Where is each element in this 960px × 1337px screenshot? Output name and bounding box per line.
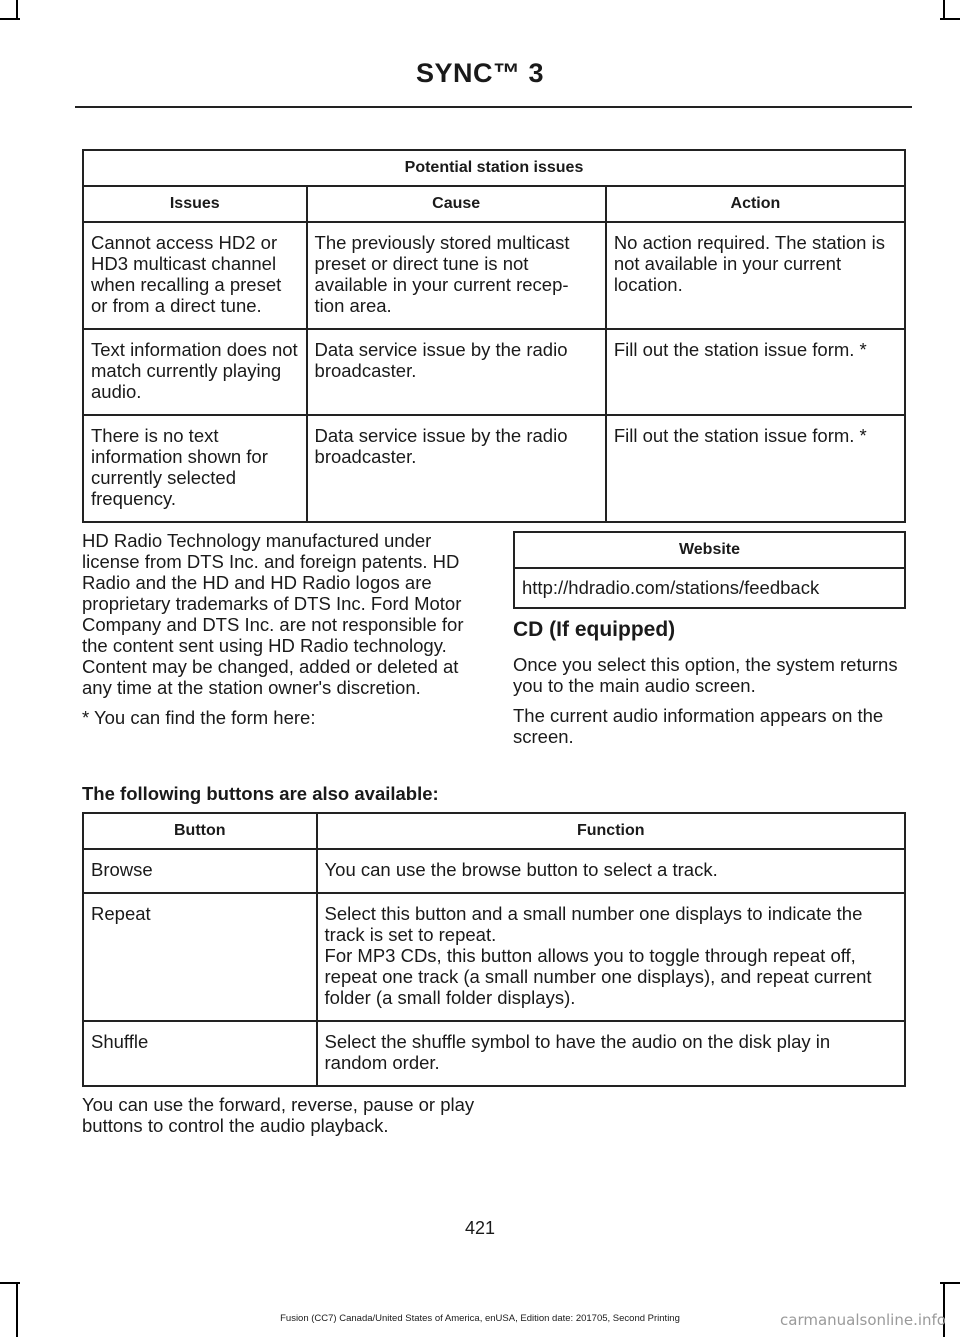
cause-cell: Data service issue by the radio broadcaster. xyxy=(307,415,606,522)
left-column xyxy=(82,530,478,737)
function-cell: Select the shuffle symbol to have the audio on the disk play in random order. xyxy=(317,1021,905,1086)
button-cell: Browse xyxy=(83,849,317,893)
cause-cell: The previously stored multicast preset or direct tune is not available in your current recep-tion area. xyxy=(307,222,606,329)
website-table xyxy=(513,531,906,609)
crop-mark xyxy=(0,1282,20,1284)
action-cell: Fill out the station issue form. * xyxy=(606,415,905,522)
cd-paragraph: The current audio information appears on the screen. xyxy=(513,705,884,747)
page-header-title: SYNC™ 3 xyxy=(415,58,545,88)
buttons-subheading: The following buttons are also available: xyxy=(82,783,439,804)
table-row xyxy=(83,893,905,1021)
watermark: carmanualsonline.info xyxy=(780,1311,946,1329)
column-header-action: Action xyxy=(606,186,905,222)
hd-radio-paragraph: HD Radio Technology manufactured under license from DTS Inc. and foreign patents. HD Radio and the HD and HD Radio logos are proprietary trademarks of DTS Inc. Ford Motor Company and DTS Inc. are not responsible for the content sent using HD Radio technology. Content may be changed, added or deleted at any time at the station owner's discretion. xyxy=(82,530,464,698)
website-header: Website xyxy=(514,532,905,568)
function-line: Select this button and a small number one displays to indicate the track is set to repeat. xyxy=(324,903,863,945)
page-number: 421 xyxy=(464,1218,496,1238)
column-header-function: Function xyxy=(317,813,905,849)
crop-mark xyxy=(940,18,960,20)
cause-cell: Data service issue by the radio broadcaster. xyxy=(307,329,606,415)
table-row xyxy=(83,415,905,522)
action-cell: Fill out the station issue form. * xyxy=(606,329,905,415)
action-cell: No action required. The station is not available in your current location. xyxy=(606,222,905,329)
crop-mark xyxy=(940,1282,960,1284)
issue-cell: There is no text information shown for currently selected frequency. xyxy=(83,415,307,522)
column-header-issues: Issues xyxy=(83,186,307,222)
buttons-table xyxy=(82,812,906,1087)
cd-paragraph: Once you select this option, the system returns you to the main audio screen. xyxy=(513,654,898,696)
header-divider xyxy=(75,106,912,108)
function-line: For MP3 CDs, this button allows you to toggle through repeat off, repeat one track (a small number one displays), and repeat current folder (a small folder displays). xyxy=(324,945,872,1008)
button-cell: Repeat xyxy=(83,893,317,1021)
table-row xyxy=(83,222,905,329)
table-row xyxy=(83,329,905,415)
column-header-cause: Cause xyxy=(307,186,606,222)
crop-mark xyxy=(16,1282,18,1337)
cd-heading: CD (If equipped) xyxy=(513,618,676,641)
station-issues-table xyxy=(82,149,906,523)
table-title: Potential station issues xyxy=(83,150,905,186)
playback-paragraph: You can use the forward, reverse, pause or play buttons to control the audio playback. xyxy=(82,1094,475,1136)
form-footnote: * You can find the form here: xyxy=(82,707,316,728)
table-row xyxy=(83,1021,905,1086)
crop-mark xyxy=(0,18,20,20)
column-header-button: Button xyxy=(83,813,317,849)
website-url[interactable]: http://hdradio.com/stations/feedback xyxy=(514,568,905,608)
crop-mark xyxy=(943,0,945,20)
function-cell xyxy=(317,893,905,1021)
table-row xyxy=(83,849,905,893)
crop-mark xyxy=(16,0,18,20)
cd-section xyxy=(513,619,909,756)
function-cell: You can use the browse button to select a track. xyxy=(317,849,905,893)
button-cell: Shuffle xyxy=(83,1021,317,1086)
issue-cell: Cannot access HD2 or HD3 multicast channel when recalling a preset or from a direct tune. xyxy=(83,222,307,329)
issue-cell: Text information does not match currently playing audio. xyxy=(83,329,307,415)
footer-text: Fusion (CC7) Canada/United States of America, enUSA, Edition date: 201705, Second Printing xyxy=(280,1313,680,1324)
